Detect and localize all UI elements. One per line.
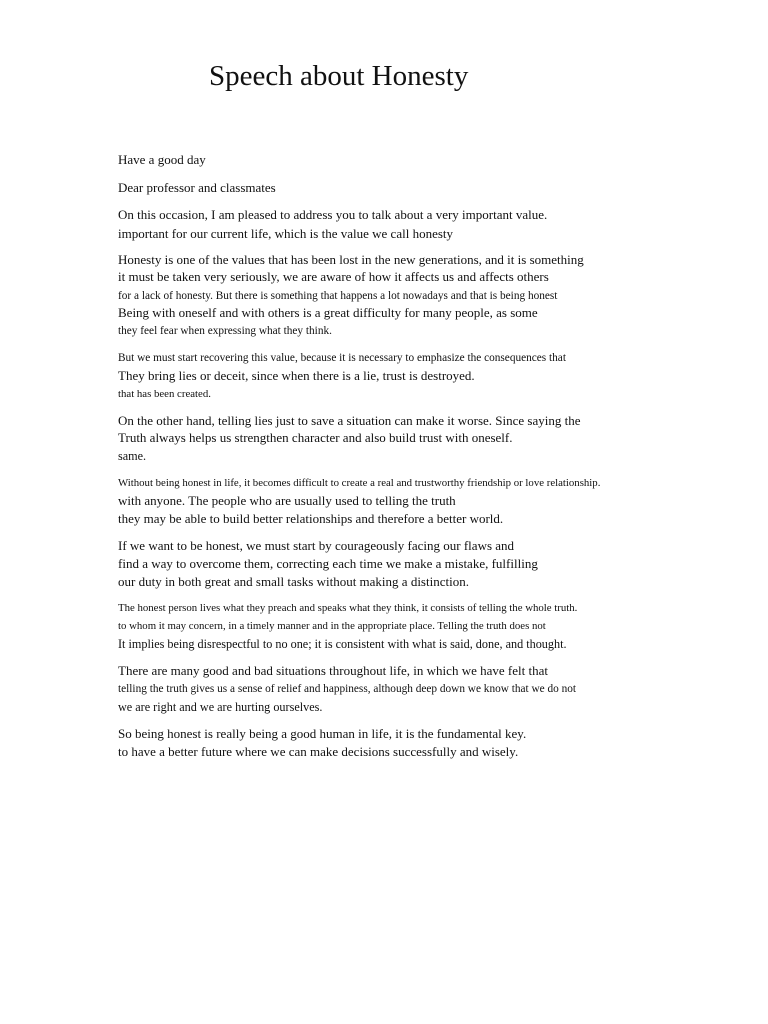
paragraph-2-line-2: it must be taken very seriously, we are aware of how it affects us and affects others xyxy=(118,269,549,284)
paragraph-4-line-3: same. xyxy=(118,449,147,463)
paragraph-8-line-2: telling the truth gives us a sense of relief and happiness, although deep down we know that we do not xyxy=(118,683,577,695)
paragraph-9-line-1: So being honest is really being a good human in life, it is the fundamental key. xyxy=(118,726,527,741)
salutation: Dear professor and classmates xyxy=(118,180,276,195)
paragraph-1-line-1: On this occasion, I am pleased to address you to talk about a very important value. xyxy=(118,207,548,222)
paragraph-6-line-2: find a way to overcome them, correcting each time we make a mistake, fulfilling xyxy=(118,556,538,571)
paragraph-6-line-1: If we want to be honest, we must start by courageously facing our flaws and xyxy=(118,538,515,553)
paragraph-2-line-4: Being with oneself and with others is a great difficulty for many people, as some xyxy=(118,305,538,320)
paragraph-1-line-2: important for our current life, which is the value we call honesty xyxy=(118,226,454,241)
paragraph-5-line-2: with anyone. The people who are usually used to telling the truth xyxy=(118,493,456,508)
paragraph-3-line-3: that has been created. xyxy=(118,388,211,400)
paragraph-6-line-3: our duty in both great and small tasks without making a distinction. xyxy=(118,574,469,589)
paragraph-2-line-3: for a lack of honesty. But there is something that happens a lot nowadays and that is being honest xyxy=(118,290,558,302)
paragraph-3-line-1: But we must start recovering this value, because it is necessary to emphasize the consequences that xyxy=(118,352,566,364)
greeting: Have a good day xyxy=(118,152,206,167)
paragraph-8-line-3: we are right and we are hurting ourselves. xyxy=(118,700,323,714)
paragraph-3-line-2: They bring lies or deceit, since when there is a lie, trust is destroyed. xyxy=(118,368,475,383)
paragraph-7-line-1: The honest person lives what they preach and speaks what they think, it consists of telling the whole truth. xyxy=(118,602,578,614)
paragraph-4-line-2: Truth always helps us strengthen character and also build trust with oneself. xyxy=(118,430,513,445)
paragraph-5-line-3: they may be able to build better relationships and therefore a better world. xyxy=(118,511,504,526)
paragraph-2-line-5: they feel fear when expressing what they think. xyxy=(118,325,332,337)
paragraph-8-line-1: There are many good and bad situations throughout life, in which we have felt that xyxy=(118,663,548,678)
page-title: Speech about Honesty xyxy=(209,60,469,92)
paragraph-9-line-2: to have a better future where we can make decisions successfully and wisely. xyxy=(118,744,519,759)
paragraph-4-line-1: On the other hand, telling lies just to save a situation can make it worse. Since saying the xyxy=(118,413,581,428)
paragraph-5-line-1: Without being honest in life, it becomes difficult to create a real and trustworthy friendship or love relationship. xyxy=(118,477,601,489)
paragraph-7-line-3: It implies being disrespectful to no one; it is consistent with what is said, done, and thought. xyxy=(118,637,567,651)
paragraph-2-line-1: Honesty is one of the values that has been lost in the new generations, and it is something xyxy=(118,252,584,267)
paragraph-7-line-2: to whom it may concern, in a timely manner and in the appropriate place. Telling the truth does not xyxy=(118,620,546,632)
